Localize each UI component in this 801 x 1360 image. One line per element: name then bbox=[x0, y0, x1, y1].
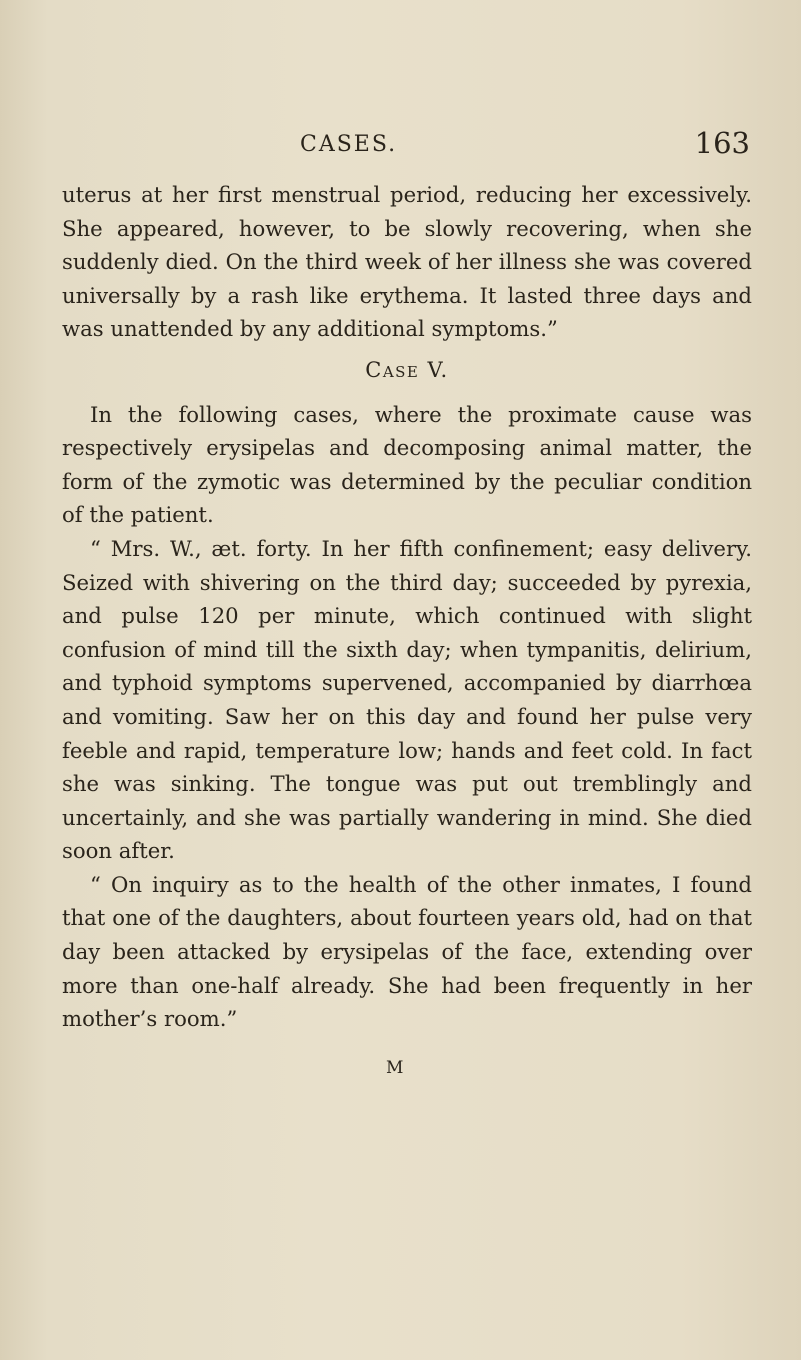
paragraph-intro: In the following cases, where the proximate cause was respectively erysipelas and decomposing animal matter, the form of the zymotic was determined by the peculiar condition of the patient. bbox=[62, 401, 752, 528]
paragraph-continuation: uterus at her first menstrual period, reducing her excessively. She appeared, however, to be slowly recovering, when she suddenly died. On the third week of her illness she was covered universally by a rash like erythema. It lasted three days and was unattended by any additional symptoms.” bbox=[62, 182, 752, 342]
running-title: CASES. bbox=[300, 132, 398, 157]
running-head bbox=[300, 126, 750, 172]
signature-mark: M bbox=[386, 1058, 404, 1078]
page-number: 163 bbox=[694, 126, 750, 160]
case-heading: Case V. bbox=[365, 357, 449, 382]
body-text bbox=[62, 178, 752, 1036]
paragraph-inquiry: “ On inquiry as to the health of the other inmates, I found that one of the daughters, about fourteen years old, had on that day been attacked by erysipelas of the face, extending over more than one-half already. She had been frequently in her mother’s room.” bbox=[62, 871, 752, 1032]
paragraph-case-report: “ Mrs. W., æt. forty. In her fifth confinement; easy delivery. Seized with shivering on the third day; succeeded by pyrexia, and pulse 120 per minute, which continued with slight confusion of mind till the sixth day; when tympanitis, delirium, and typhoid symptoms supervened, accompanied by diarrhœa and vomiting. Saw her on this day and found her pulse very feeble and rapid, temperature low; hands and feet cold. In fact she was sinking. The tongue was put out tremblingly and uncertainly, and she was partially wandering in mind. She died soon after. bbox=[62, 535, 752, 864]
